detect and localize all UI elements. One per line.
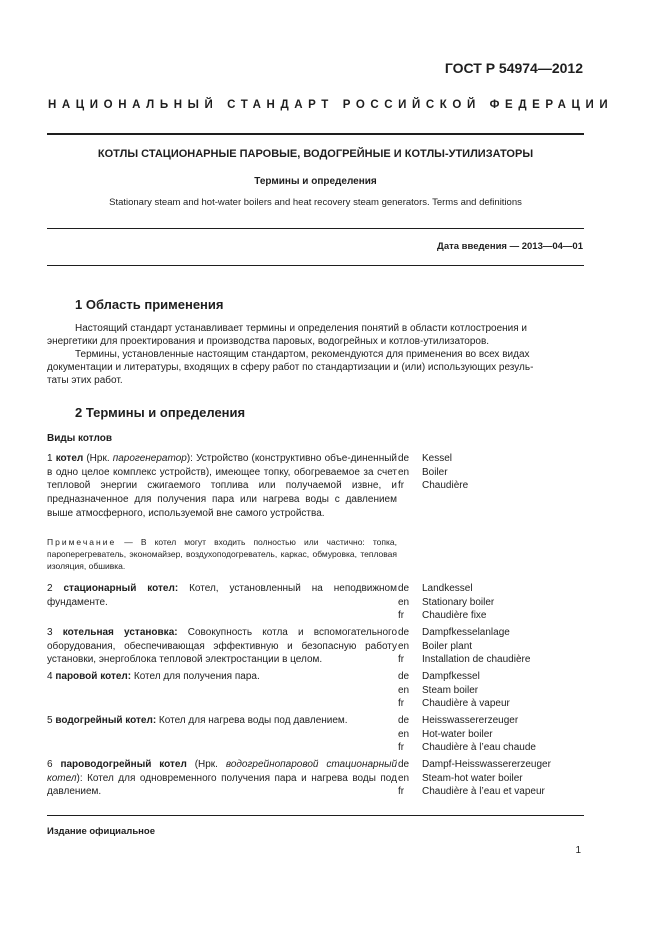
equivalents-1: de Kessel en Boiler fr Chaudière: [398, 453, 469, 492]
footer-divider: [47, 815, 584, 816]
scope-line: таты этих работ.: [47, 375, 123, 386]
date-of-introduction: Дата введения — 2013—04—01: [437, 241, 583, 252]
equivalents-2: de Landkessel en Stationary boiler fr Chaudière fixe: [398, 583, 495, 622]
header-divider: [47, 133, 584, 135]
official-edition: Издание официальное: [47, 826, 155, 837]
note-label: Примечание: [47, 537, 117, 547]
standard-code: ГОСТ Р 54974—2012: [444, 60, 583, 76]
document-title: КОТЛЫ СТАЦИОНАРНЫЕ ПАРОВЫЕ, ВОДОГРЕЙНЫЕ И КОТЛЫ-УТИЛИЗАТОРЫ: [97, 148, 534, 160]
page-number: 1: [575, 845, 581, 856]
term-name: водогрейный котел:: [55, 715, 157, 726]
term-entry-4: 4 паровой котел: Котел для получения пара.: [47, 671, 260, 682]
term-entry-6: 6 пароводогрейный котел (Нрк. водогрейнопаровой стационарный котел): Котел для одновременного получения пара и нагрева воды под давлением.: [47, 759, 398, 798]
deprecated-synonym: парогенератор: [112, 453, 187, 464]
title-divider: [47, 228, 584, 229]
section-1-heading: 1 Область применения: [75, 297, 224, 312]
document-subtitle: Термины и определения: [254, 176, 377, 187]
term-name: паровой котел:: [55, 671, 132, 682]
date-divider: [47, 265, 584, 266]
term-1-note: Примечание — В котел могут входить полностью или частично: топка, пароперегреватель, экономайзер, воздухоподогреватель, каркас, обмуровка, тепловая изоляция, обшивка.: [47, 537, 397, 571]
section-2-heading: 2 Термины и определения: [75, 405, 246, 420]
term-name: стационарный котел:: [63, 583, 179, 594]
term-name: котел: [55, 453, 84, 464]
term-entry-5: 5 водогрейный котел: Котел для нагрева воды под давлением.: [47, 715, 348, 726]
scope-line: Настоящий стандарт устанавливает термины и определения понятий в области котлостроения и: [75, 323, 528, 334]
scope-line: энергетики для проектирования и производства паровых, водогрейных и котлов-утилизаторов.: [47, 336, 490, 347]
term-entry-2: 2 стационарный котел: Котел, установленный на неподвижном фундаменте.: [47, 583, 397, 608]
scope-line: документации и литературы, входящих в сферу работ по стандартизации и (или) использующих резуль-: [47, 362, 534, 373]
group-heading: Виды котлов: [47, 433, 113, 444]
equivalents-6: de Dampf-Heisswassererzeuger en Steam-hot water boiler fr Chaudière à l’eau et vapeur: [398, 759, 551, 798]
scope-paragraph: [47, 322, 584, 387]
national-standard-header: НАЦИОНАЛЬНЫЙ СТАНДАРТ РОССИЙСКОЙ ФЕДЕРАЦИИ: [48, 99, 614, 111]
deprecated-synonym: водогрейнопаровой стационарный котел: [47, 759, 398, 784]
english-title: Stationary steam and hot-water boilers and heat recovery steam generators. Terms and definitions: [109, 197, 522, 208]
equivalents-3: de Dampfkesselanlage en Boiler plant fr Installation de chaudière: [398, 627, 531, 666]
term-name: пароводогрейный котел: [60, 759, 187, 770]
term-name: котельная установка:: [62, 627, 178, 638]
term-entry-1: 1 котел (Нрк. парогенератор): Устройство (конструктивно объе-диненный в одно целое комплекс устройств), имеющее топку, обогреваемое за счет тепловой энергии сжигаемого топлива или получаемой извне, и предназначенное для получения пара или нагрева воды с давлением выше атмосферного, используемой вне самого устройства.: [47, 453, 398, 519]
scope-line: Термины, установленные настоящим стандартом, рекомендуются для применения во всех видах: [75, 349, 530, 360]
equivalents-5: de Heisswassererzeuger en Hot-water boiler fr Chaudière à l’eau chaude: [398, 715, 536, 754]
equivalents-4: de Dampfkessel en Steam boiler fr Chaudière à vapeur: [398, 671, 510, 710]
term-entry-3: 3 котельная установка: Совокупность котла и вспомогательного оборудования, обеспечивающая эффективную и безопасную работу установки, энергоблока тепловой электростанции в целом.: [47, 627, 398, 666]
